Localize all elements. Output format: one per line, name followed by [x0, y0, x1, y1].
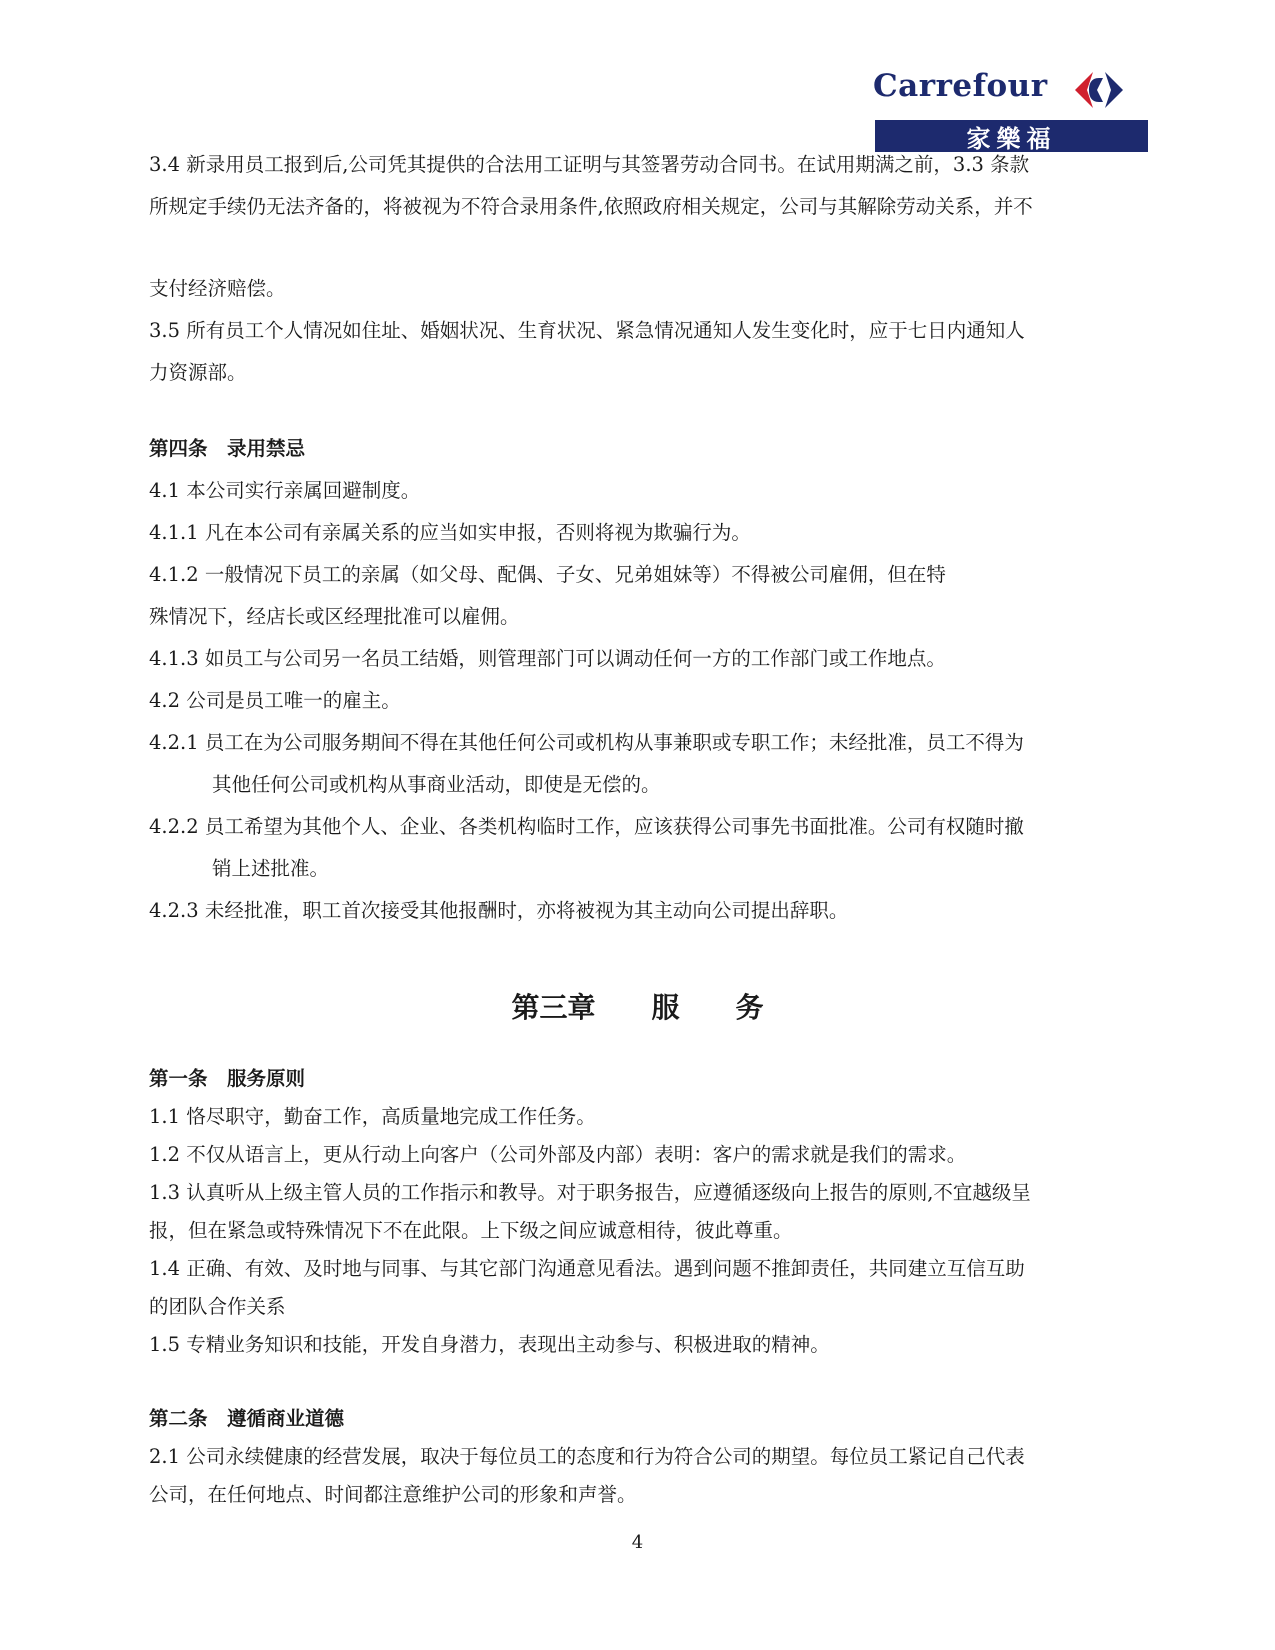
- clause-2-1-line-1: 2.1 公司永续健康的经营发展，取决于每位员工的态度和行为符合公司的期望。每位员工紧记自己代表: [149, 1445, 1025, 1468]
- section-heading-article-2: 第二条 遵循商业道德: [149, 1407, 345, 1430]
- section-heading-article-1: 第一条 服务原则: [149, 1067, 306, 1090]
- clause-3-4-line-1: 3.4 新录用员工报到后,公司凭其提供的合法用工证明与其签署劳动合同书。在试用期满之前，3.3 条款: [149, 153, 1030, 176]
- clause-1-3-line-1: 1.3 认真听从上级主管人员的工作指示和教导。对于职务报告，应遵循逐级向上报告的原则,不宜越级呈: [149, 1181, 1031, 1204]
- clause-1-2: 1.2 不仅从语言上，更从行动上向客户（公司外部及内部）表明：客户的需求就是我们的需求。: [149, 1143, 967, 1166]
- clause-4-2-1-line-1: 4.2.1 员工在为公司服务期间不得在其他任何公司或机构从事兼职或专职工作；未经批准，员工不得为: [149, 731, 1024, 754]
- clause-4-1-2-line-2: 殊情况下，经店长或区经理批准可以雇佣。: [149, 605, 520, 628]
- clause-3-4-line-3: 支付经济赔偿。: [149, 277, 286, 300]
- clause-1-1: 1.1 恪尽职守，勤奋工作，高质量地完成工作任务。: [149, 1105, 596, 1128]
- clause-4-2-2-line-1: 4.2.2 员工希望为其他个人、企业、各类机构临时工作，应该获得公司事先书面批准。公司有权随时撤: [149, 815, 1024, 838]
- clause-4-1-3: 4.1.3 如员工与公司另一名员工结婚，则管理部门可以调动任何一方的工作部门或工作地点。: [149, 647, 946, 670]
- clause-1-3-line-2: 报，但在紧急或特殊情况下不在此限。上下级之间应诚意相待，彼此尊重。: [149, 1219, 793, 1242]
- clause-4-2: 4.2 公司是员工唯一的雇主。: [149, 689, 401, 712]
- clause-4-2-1-line-2: 其他任何公司或机构从事商业活动，即使是无偿的。: [212, 773, 661, 796]
- clause-4-1: 4.1 本公司实行亲属回避制度。: [149, 479, 421, 502]
- clause-1-4-line-1: 1.4 正确、有效、及时地与同事、与其它部门沟通意见看法。遇到问题不推卸责任，共同建立互信互助: [149, 1257, 1025, 1280]
- carrefour-mark-icon: [1073, 68, 1125, 112]
- clause-1-4-line-2: 的团队合作关系: [149, 1295, 286, 1318]
- chapter-title: 第三章 服 务: [511, 991, 764, 1024]
- page-number: 4: [631, 1532, 644, 1553]
- logo-chinese-text: 家樂福: [966, 124, 1057, 153]
- clause-4-2-2-line-2: 销上述批准。: [212, 857, 330, 880]
- clause-2-1-line-2: 公司，在任何地点、时间都注意维护公司的形象和声誉。: [149, 1483, 637, 1506]
- clause-4-2-3: 4.2.3 未经批准，职工首次接受其他报酬时，亦将被视为其主动向公司提出辞职。: [149, 899, 849, 922]
- clause-3-4-line-2: 所规定手续仍无法齐备的，将被视为不符合录用条件,依照政府相关规定，公司与其解除劳动关系，并不: [149, 195, 1033, 218]
- clause-3-5-line-1: 3.5 所有员工个人情况如住址、婚姻状况、生育状况、紧急情况通知人发生变化时，应于七日内通知人: [149, 319, 1025, 342]
- clause-4-1-2-line-1: 4.1.2 一般情况下员工的亲属（如父母、配偶、子女、兄弟姐妹等）不得被公司雇佣，但在特: [149, 563, 946, 586]
- clause-4-1-1: 4.1.1 凡在本公司有亲属关系的应当如实申报，否则将视为欺骗行为。: [149, 521, 751, 544]
- carrefour-logo: [873, 66, 1148, 154]
- logo-wordmark: Carrefour: [873, 68, 1048, 104]
- clause-3-5-line-2: 力资源部。: [149, 361, 247, 384]
- section-heading-article-4: 第四条 录用禁忌: [149, 437, 306, 460]
- clause-1-5: 1.5 专精业务知识和技能，开发自身潜力，表现出主动参与、积极进取的精神。: [149, 1333, 830, 1356]
